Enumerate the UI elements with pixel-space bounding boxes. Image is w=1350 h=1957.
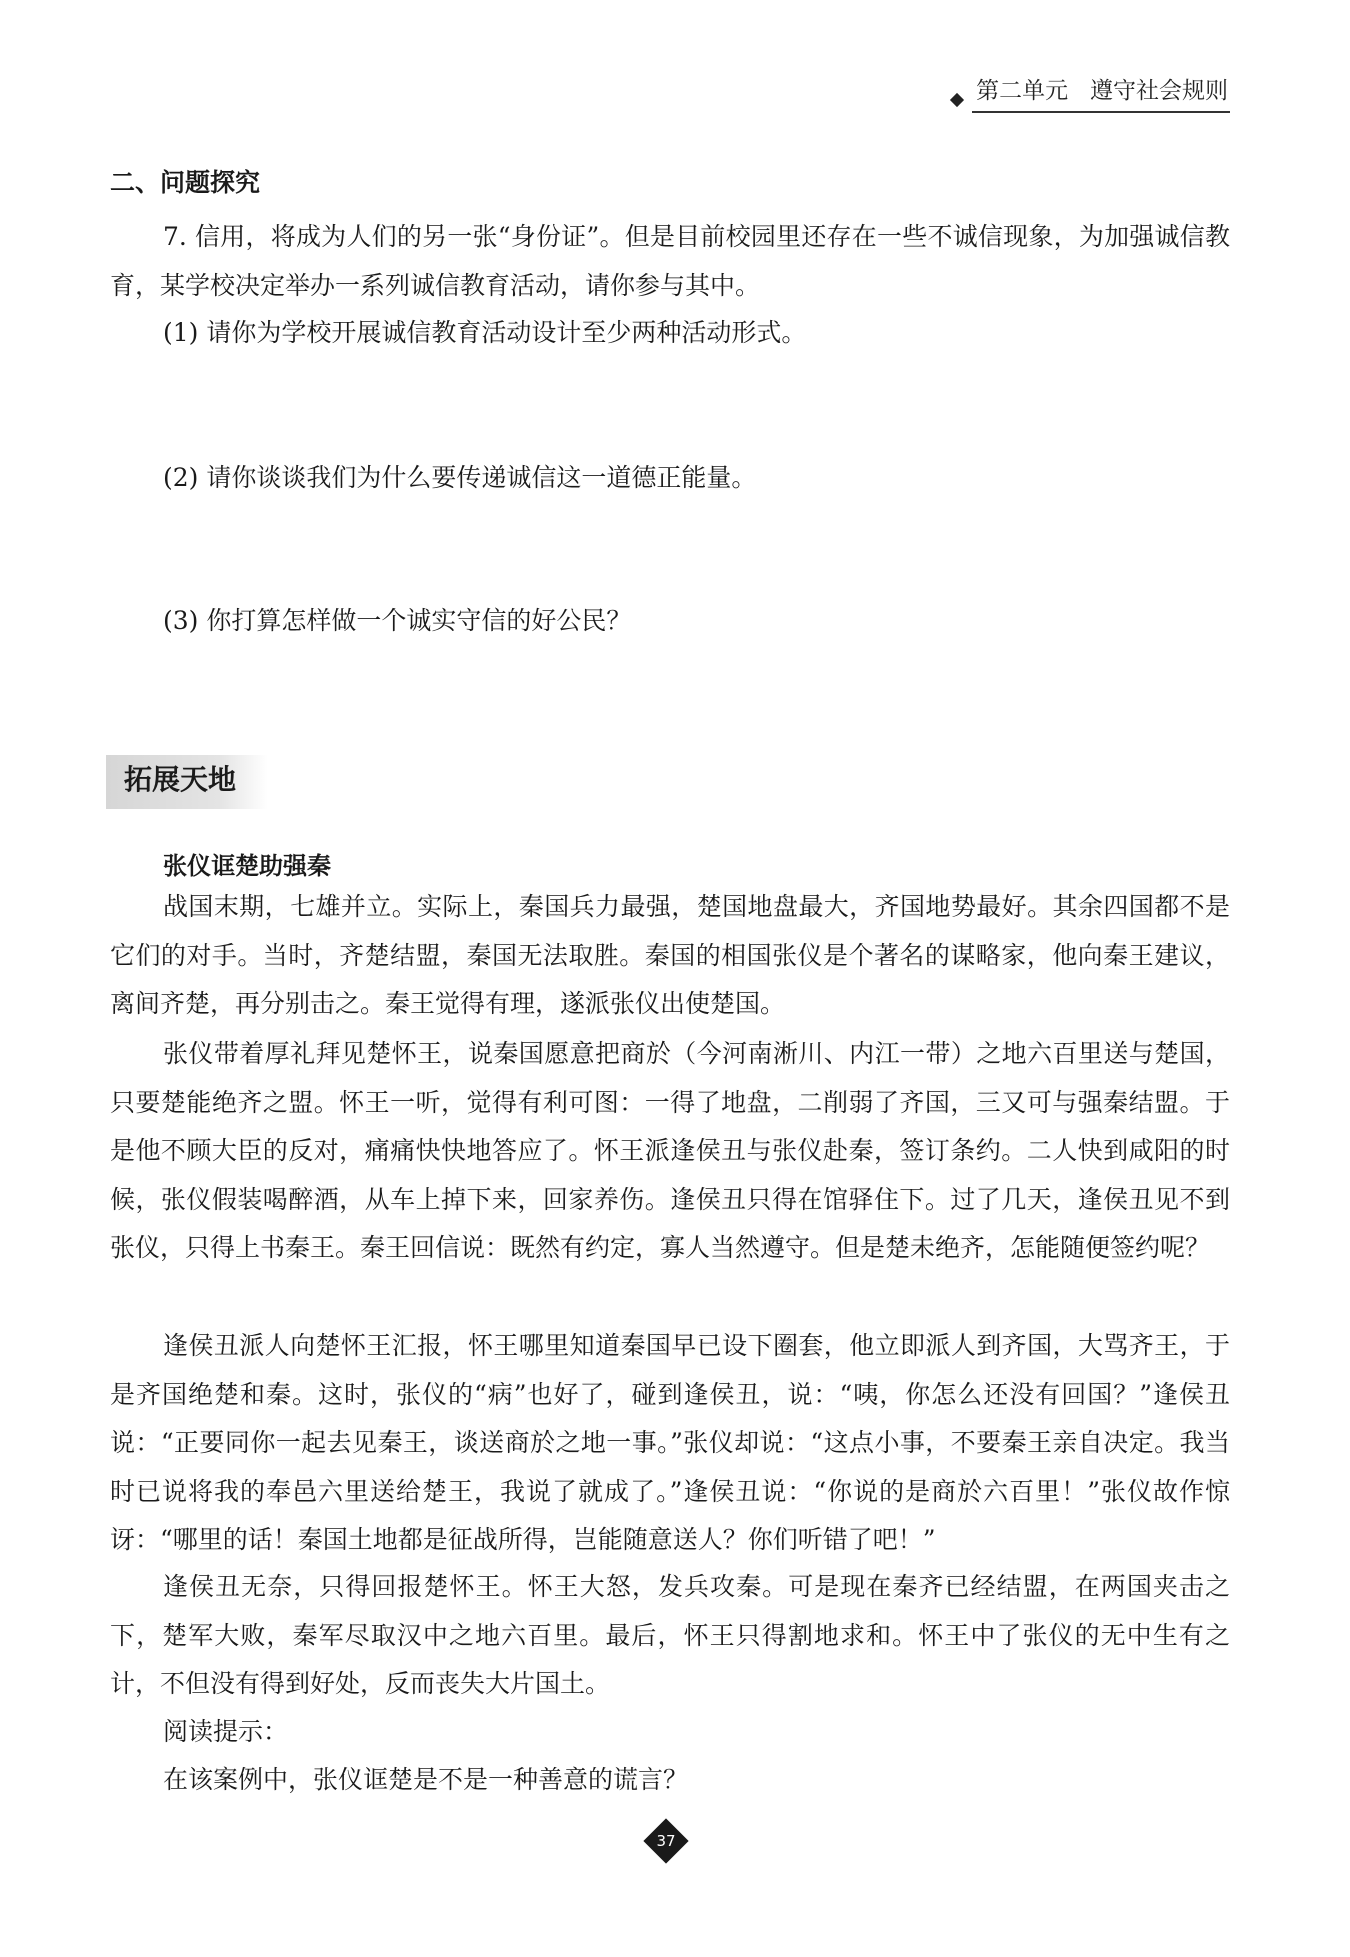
story-title: 张仪诓楚助强秦 — [163, 852, 331, 880]
diamond-bullet-icon — [950, 92, 964, 106]
sub-question-3: (3) 你打算怎样做一个诚实守信的好公民？ — [163, 606, 632, 635]
section-heading: 二、问题探究 — [110, 168, 261, 197]
header-unit: 第二单元 — [976, 78, 1069, 104]
sub-question-1: (1) 请你为学校开展诚信教育活动设计至少两种活动形式。 — [163, 318, 807, 347]
hint-question: 在该案例中，张仪诓楚是不是一种善意的谎言？ — [163, 1765, 689, 1794]
question-7: 7. 信用，将成为人们的另一张“身份证”。但是目前校园里还存在一些不诚信现象，为加强诚信教育，某学校决定举办一系列诚信教育活动，请你参与其中。 — [110, 222, 1230, 300]
header-title: 遵守社会规则 — [1090, 78, 1228, 104]
story-paragraph-2: 张仪带着厚礼拜见楚怀王，说秦国愿意把商於（今河南淅川、内江一带）之地六百里送与楚国，只要楚能绝齐之盟。怀王一听，觉得有利可图：一得了地盘，二削弱了齐国，三又可与强秦结盟。于是他不顾大臣的反对，痛痛快快地答应了。怀王派逢侯丑与张仪赴秦，签订条约。二人快到咸阳的时候，张仪假装喝醉酒，从车上掉下来，回家养伤。逢侯丑只得在馆驿住下。过了几天，逢侯丑见不到张仪，只得上书秦王。秦王回信说：既然有约定，寡人当然遵守。但是楚未绝齐，怎能随便签约呢？ — [110, 1039, 1230, 1262]
header-text — [972, 72, 1230, 113]
page-header — [952, 72, 1230, 113]
page-number-badge — [643, 1818, 689, 1864]
story-paragraph-4: 逢侯丑无奈，只得回报楚怀王。怀王大怒，发兵攻秦。可是现在秦齐已经结盟，在两国夹击之下，楚军大败，秦军尽取汉中之地六百里。最后，怀王只得割地求和。怀王中了张仪的无中生有之计，不但没有得到好处，反而丧失大片国土。 — [110, 1572, 1230, 1698]
story-paragraph-1: 战国末期，七雄并立。实际上，秦国兵力最强，楚国地盘最大，齐国地势最好。其余四国都不是它们的对手。当时，齐楚结盟，秦国无法取胜。秦国的相国张仪是个著名的谋略家，他向秦王建议，离间齐楚，再分别击之。秦王觉得有理，遂派张仪出使楚国。 — [110, 892, 1230, 1018]
hint-label: 阅读提示： — [163, 1717, 289, 1746]
story-paragraph-3: 逢侯丑派人向楚怀王汇报，怀王哪里知道秦国早已设下圈套，他立即派人到齐国，大骂齐王，于是齐国绝楚和秦。这时，张仪的“病”也好了，碰到逢侯丑，说：“咦，你怎么还没有回国？”逢侯丑说：“正要同你一起去见秦王，谈送商於之地一事。”张仪却说：“这点小事，不要秦王亲自决定。我当时已说将我的奉邑六里送给楚王，我说了就成了。”逢侯丑说：“你说的是商於六百里！”张仪故作惊讶：“哪里的话！秦国土地都是征战所得，岂能随意送人？你们听错了吧！” — [110, 1331, 1230, 1554]
sub-question-2: (2) 请你谈谈我们为什么要传递诚信这一道德正能量。 — [163, 463, 757, 492]
page-number: 37 — [656, 1832, 676, 1850]
extension-title: 拓展天地 — [124, 763, 237, 796]
